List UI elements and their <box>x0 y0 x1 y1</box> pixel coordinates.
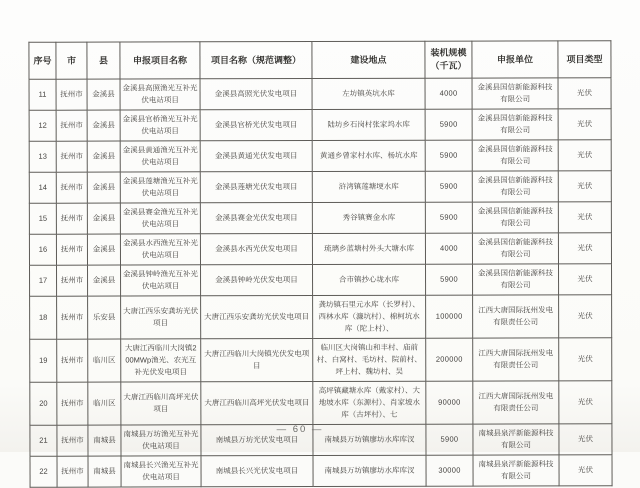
cell-location: 琉璃乡蓝塘村外头大塘水库 <box>312 233 425 264</box>
cell-applicant: 金溪县国信新能源科技有限公司 <box>472 109 558 140</box>
cell-county: 南城县 <box>88 425 121 456</box>
cell-adjusted-name: 金溪县高照光伏发电项目 <box>200 79 312 110</box>
cell-applicant: 江西大唐国际抚州发电有限责任公司 <box>473 338 559 381</box>
cell-adjusted-name: 南城县万坊光伏发电项目 <box>201 425 313 456</box>
header-applicant: 申报单位 <box>472 41 558 78</box>
cell-city: 抚州市 <box>56 203 87 234</box>
cell-type: 光伏 <box>558 202 611 233</box>
cell-location: 南城县万坊镇廖坊水库库汊 <box>313 455 426 486</box>
cell-location: 浒湾镇莲塘埂水库 <box>312 171 425 202</box>
cell-declared-name: 金溪县高照渔光互补光伏电站项目 <box>120 79 200 110</box>
cell-applicant: 江西大唐国际抚州发电有限责任公司 <box>473 295 559 338</box>
cell-adjusted-name: 金溪县水西光伏发电项目 <box>200 234 312 265</box>
cell-adjusted-name: 金溪县莲塘光伏发电项目 <box>200 172 312 203</box>
cell-applicant: 南城县泉泙新能源科技有限公司 <box>473 455 559 486</box>
cell-no: 13 <box>29 141 56 172</box>
table-row <box>29 171 611 204</box>
cell-city: 抚州市 <box>56 172 87 203</box>
cell-type: 光伏 <box>558 233 611 264</box>
cell-declared-name: 金溪县赛金渔光互补光伏电站项目 <box>120 203 200 234</box>
table-row <box>29 233 611 266</box>
cell-adjusted-name: 大唐江西临川大岗镇光伏发电项目 <box>201 339 313 382</box>
cell-location: 合市镇抄心垅水库 <box>313 264 426 295</box>
cell-capacity: 200000 <box>426 338 473 381</box>
cell-capacity: 5900 <box>425 109 472 140</box>
cell-declared-name: 南城县长兴渔光互补光伏电站项目 <box>121 456 201 487</box>
cell-adjusted-name: 金溪县官桥光伏发电项目 <box>200 110 312 141</box>
cell-county: 金溪县 <box>87 141 120 172</box>
cell-location: 临川区大岗镇山和丰村、庙前村、白窝村、毛坊村、院前村、坪上村、魏坊村、吴 <box>313 338 426 381</box>
cell-county: 金溪县 <box>87 79 120 110</box>
cell-capacity: 5900 <box>425 171 472 202</box>
cell-adjusted-name: 金溪县赛金光伏发电项目 <box>200 203 312 234</box>
cell-location: 高坪镇藏塘水库（戴家村）、大地坡水库（东源村）、肖家坡水库（古坪村）、七 <box>313 381 426 424</box>
cell-declared-name: 金溪县水西渔光互补光伏电站项目 <box>120 234 200 265</box>
cell-county: 金溪县 <box>88 265 121 296</box>
cell-applicant: 金溪县国信新能源科技有限公司 <box>473 264 559 295</box>
cell-no: 18 <box>30 296 57 339</box>
cell-city: 抚州市 <box>56 141 87 172</box>
header-type: 项目类型 <box>558 41 611 78</box>
cell-capacity: 4000 <box>425 233 472 264</box>
cell-capacity: 4000 <box>425 78 472 109</box>
cell-declared-name: 金溪县莲塘渔光互补光伏电站项目 <box>120 172 200 203</box>
cell-location: 龚坊镇石里元水库（长罗村）、西林水库（濂坑村）、棉柯坑水库（陀上村）、 <box>313 295 426 338</box>
cell-adjusted-name: 金溪县钟岭光伏发电项目 <box>201 265 313 296</box>
cell-applicant: 南城县泉泙新能源科技有限公司 <box>473 424 559 455</box>
cell-county: 金溪县 <box>87 110 120 141</box>
cell-capacity: 100000 <box>426 295 473 338</box>
cell-capacity: 5900 <box>426 424 473 455</box>
table-row <box>29 109 611 142</box>
cell-no: 14 <box>29 172 56 203</box>
cell-no: 20 <box>30 382 57 425</box>
cell-type: 光伏 <box>558 109 611 140</box>
cell-declared-name: 南城县万坊渔光互补光伏电站项目 <box>121 425 201 456</box>
cell-city: 抚州市 <box>57 456 88 487</box>
header-no: 序号 <box>29 42 56 79</box>
cell-no: 11 <box>29 79 56 110</box>
cell-location: 黄通乡曾家村水库、杨坑水库 <box>312 140 425 171</box>
table-row <box>30 264 612 297</box>
cell-no: 19 <box>30 339 57 382</box>
cell-city: 抚州市 <box>57 382 88 425</box>
cell-type: 光伏 <box>559 424 612 455</box>
cell-type: 光伏 <box>558 140 611 171</box>
cell-county: 金溪县 <box>87 234 120 265</box>
cell-adjusted-name: 南城县长兴光伏发电项目 <box>201 456 313 487</box>
cell-no: 15 <box>29 203 56 234</box>
header-county: 县 <box>87 42 120 79</box>
cell-type: 光伏 <box>559 295 612 338</box>
cell-applicant: 金溪县国信新能源科技有限公司 <box>472 202 558 233</box>
cell-capacity: 30000 <box>426 455 473 486</box>
cell-county: 金溪县 <box>87 172 120 203</box>
cell-adjusted-name: 大唐江西乐安龚坊光伏发电项目 <box>201 296 313 339</box>
project-table-wrapper <box>28 40 611 488</box>
table-row <box>30 455 612 488</box>
cell-county: 临川区 <box>88 382 121 425</box>
cell-city: 抚州市 <box>57 265 88 296</box>
cell-location: 左坊镇英坑水库 <box>312 78 425 109</box>
cell-county: 金溪县 <box>87 203 120 234</box>
cell-city: 抚州市 <box>57 296 88 339</box>
cell-location: 南城县万坊镇廖坊水库库汊 <box>313 424 426 455</box>
cell-adjusted-name: 金溪县黄通光伏发电项目 <box>200 141 312 172</box>
cell-no: 12 <box>29 110 56 141</box>
cell-capacity: 5900 <box>425 202 472 233</box>
cell-declared-name: 大唐江西临川高坪光伏项目 <box>121 382 201 425</box>
cell-applicant: 金溪县国信新能源科技有限公司 <box>472 233 558 264</box>
cell-location: 秀谷镇赛金水库 <box>312 202 425 233</box>
cell-type: 光伏 <box>559 338 612 381</box>
cell-declared-name: 金溪县钟岭渔光互补光伏电站项目 <box>121 265 201 296</box>
cell-no: 22 <box>30 456 57 487</box>
cell-city: 抚州市 <box>57 425 88 456</box>
table-header-row <box>29 41 611 80</box>
cell-county: 临川区 <box>88 339 121 382</box>
cell-capacity: 90000 <box>426 381 473 424</box>
cell-location: 陆坊乡石岗村张家坞水库 <box>312 109 425 140</box>
cell-type: 光伏 <box>558 78 611 109</box>
cell-capacity: 5900 <box>426 264 473 295</box>
cell-no: 21 <box>30 425 57 456</box>
pv-project-table <box>28 40 612 488</box>
cell-city: 抚州市 <box>56 79 87 110</box>
table-row <box>29 202 611 235</box>
header-location: 建设地点 <box>312 41 425 78</box>
header-declared-name: 申报项目名称 <box>120 42 200 79</box>
cell-city: 抚州市 <box>56 234 87 265</box>
table-row <box>30 338 612 383</box>
cell-type: 光伏 <box>559 455 612 486</box>
cell-declared-name: 大唐江西临川大岗镇200MWp渔光、农光互补光伏发电项目 <box>121 339 201 382</box>
cell-county: 乐安县 <box>88 296 121 339</box>
cell-applicant: 江西大唐国际抚州发电有限责任公司 <box>473 381 559 424</box>
cell-city: 抚州市 <box>57 339 88 382</box>
cell-capacity: 5900 <box>425 140 472 171</box>
cell-no: 16 <box>29 234 56 265</box>
cell-no: 17 <box>30 265 57 296</box>
cell-type: 光伏 <box>559 381 612 424</box>
cell-declared-name: 大唐江西乐安龚坊光伏项目 <box>121 296 201 339</box>
table-row <box>29 78 611 111</box>
cell-type: 光伏 <box>559 264 612 295</box>
table-row <box>29 140 611 173</box>
cell-applicant: 金溪县国信新能源科技有限公司 <box>472 140 558 171</box>
cell-declared-name: 金溪县黄通渔光互补光伏电站项目 <box>120 141 200 172</box>
cell-declared-name: 金溪县官桥渔光互补光伏电站项目 <box>120 110 200 141</box>
header-capacity: 装机规模（千瓦） <box>425 41 472 78</box>
table-row <box>30 295 612 340</box>
header-city: 市 <box>56 42 87 79</box>
table-row <box>30 381 612 426</box>
cell-type: 光伏 <box>558 171 611 202</box>
header-adjusted-name: 项目名称（规范调整） <box>200 42 312 79</box>
cell-applicant: 金溪县国信新能源科技有限公司 <box>472 171 558 202</box>
cell-adjusted-name: 大唐江西临川高坪光伏发电项目 <box>201 382 313 425</box>
cell-county: 南城县 <box>88 456 121 487</box>
cell-city: 抚州市 <box>56 110 87 141</box>
page-number: — 60 — <box>276 424 324 435</box>
cell-applicant: 金溪县国信新能源科技有限公司 <box>472 78 558 109</box>
